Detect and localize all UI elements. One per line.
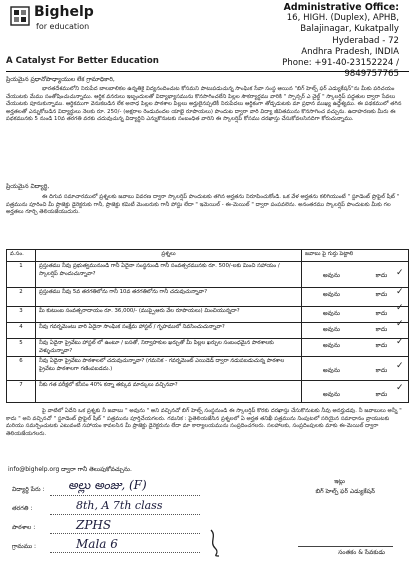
- logo-subtitle: for education: [36, 22, 90, 31]
- salutation-student: ప్రియమైన విద్యార్థి,: [6, 183, 50, 190]
- no-option[interactable]: కాదు: [375, 272, 388, 279]
- village-label: గ్రామము :: [12, 543, 37, 550]
- school-label: పాఠశాల :: [12, 524, 36, 531]
- village-handwritten: Mala 6: [76, 537, 118, 551]
- column-header-answer: జవాబు పై గుర్తు పెట్టాలి: [302, 250, 409, 262]
- yes-option[interactable]: అవును: [322, 342, 340, 349]
- column-header-question: ప్రశ్నలు: [36, 250, 302, 262]
- table-row: [7, 288, 409, 307]
- table-row: [7, 339, 409, 357]
- no-option[interactable]: కాదు: [375, 391, 388, 399]
- sign-off: ఇట్లు: [334, 478, 345, 485]
- checkmark-icon: ✓: [396, 383, 404, 393]
- no-option[interactable]: కాదు: [375, 291, 388, 298]
- checkmark-icon: ✓: [396, 268, 404, 278]
- yes-option[interactable]: అవును: [322, 391, 340, 399]
- village-line[interactable]: [50, 552, 200, 553]
- student-name-label: విద్యార్థి పేరు :: [12, 486, 45, 493]
- school-line[interactable]: [50, 533, 200, 534]
- no-option[interactable]: కాదు: [375, 367, 388, 375]
- yes-option[interactable]: అవును: [322, 272, 340, 279]
- yes-option[interactable]: అవును: [322, 291, 340, 298]
- tagline: A Catalyst For Better Education: [6, 56, 159, 66]
- student-name-line[interactable]: [50, 495, 200, 496]
- row-number: 6: [7, 357, 36, 381]
- student-name-handwritten: అల్లు అంజు, (F): [68, 478, 147, 492]
- yes-option[interactable]: అవును: [322, 367, 340, 375]
- row-number: 2: [7, 288, 36, 307]
- eligibility-table: [6, 249, 409, 403]
- row-number: 5: [7, 339, 36, 357]
- table-row: [7, 381, 409, 403]
- class-line[interactable]: [50, 514, 200, 515]
- bighelp-logo-icon: [10, 6, 30, 26]
- table-row: [7, 307, 409, 323]
- eligibility-note: పై వాటిలో ఏదేని ఒక ప్రశ్నకు నీ జవాబు " అవును " అని వచ్చినచో బిగ్ హెల్ప్ సంస్థనుండి ఈ స్కాలర్షిప్ కొరకు దరఖాస్తు చేసుకొనుటకు నీవు అనర్హుడవు. నీ జవాబులు అన్నీ " కాదు " అని వచ్చినచో " స్టూడెంట్ ప్రొఫైల్ షీట్ " పత్రమును పూర్తిచేయగలరు. గమనిక : పైతెలియజేసిన ప్రశ్నలలో ఏ అర్హత తనిఖీ పత్రమును నింపుటలో సరియైన సమాధానం వ్రాయుటకు మరియు సమర్పించుటకు ఎటువంటి సహాయం కావలసిన మీ ప్రాజెక్టు డైరెక్టరును లేదా మా కార్యాలయమును సంప్రదించగలరు. సలహాలకు, సంప్రదింపులకు మాకు ఈ-మెయిల్ ద్వారా తెలియజేయగలరు.: [6, 408, 402, 437]
- checkmark-icon: ✓: [396, 319, 404, 329]
- row-number: 3: [7, 307, 36, 323]
- question-text: నీవు ఏదైనా ప్రైవేటు హాస్టల్ లో ఉంటూ / బసతో, నిర్వాహకుల ఖర్చుతో మీ పిల్లల ఖర్చుల సంబంధమైన పాఠశాలకు వెళ్ళుచున్నావా?: [36, 339, 302, 357]
- address-line: Balajinagar, Kukatpally: [300, 24, 399, 35]
- no-option[interactable]: కాదు: [375, 342, 388, 349]
- phone-number: Phone: +91-40-23152224 / 9849757765: [282, 58, 399, 80]
- table-row: [7, 323, 409, 339]
- question-text: ప్రస్తుతము నీవు 5వ తరగతిలోను గానీ 10వ తరగతిలోను గానీ చదువుచున్నావా?: [36, 288, 302, 307]
- row-number: 7: [7, 381, 36, 403]
- intro-paragraph: భారతదేశములోని నిరుపేద బాలబాలికల ఉన్నతికై విద్యనందించుట కోసమని పాటుపడుచున్న సాంఘిక సేవా సంస్థ ఆయిన "బిగ్ హెల్ప్ ఫర్ ఎడ్యుకేషన్"ను మీకు పరిచయం చేయుటకు మేము సంతోషించుచున్నాము. ఆర్థిక వనరులు ఇబ్బందులతో విద్యాభ్యాసమును కొనసాగించలేని పిల్లల సౌకర్యార్థము వారికి " స్పాన్సర్ ఎ చైల్డ్ " స్కాలర్షిప్ పద్ధతుల ద్వారా సేవలు చేయుటకు పూనుకున్నాము. ఆర్థికముగా వెనుకబడిన లేక అనాధ పిల్లల పాఠశాల పిల్లలు అర్హులైనప్పటికీ నిరుపేదలు ఆర్థికంగా తోడ్పడుటకు మా ప్రధాన ముఖ్య ఉద్దేశ్యము. ఈ పథకములో తగిన అర్హతలతో ఎన్నుకోబడిన విద్యార్థులు నెలకు రూ. 250/- (అక్షరాల రెండువందల యాభై రూపాయలు) పొందుట ద్వారా వారి విద్యా జీవితమును కొనసాగించ వచ్చును. ఉదాహరణకు మీరు ఈ పథకమునకు 5 నుండి 10వ తరగతి వరకు చదువుచున్న విద్యార్థిని ఎన్నుకొనుటకు సంబంధిత వారిని ఈ స్కాలర్షిప్ కోసము దరఖాస్తు చేసుకోవలసినదిగా కోరుచున్నాము.: [6, 86, 402, 123]
- no-option[interactable]: కాదు: [375, 310, 388, 317]
- no-option[interactable]: కాదు: [375, 326, 388, 333]
- organization-name: బిగ్ హెల్ప్ ఫర్ ఎడ్యుకేషన్: [315, 488, 375, 495]
- admin-address: [229, 2, 399, 80]
- salutation-headmaster: ప్రియమైన ప్రధానోపాధ్యాయుల లేక గ్రామాధికారి,: [6, 76, 115, 83]
- contact-email[interactable]: info@bighelp.org ద్వారా గానీ తెలుపుకోవచ్చును.: [8, 466, 132, 473]
- school-handwritten: ZPHS: [76, 518, 112, 532]
- class-handwritten: 8th, A 7th class: [76, 499, 163, 512]
- address-line: Hyderabad - 72: [332, 35, 399, 46]
- table-header-row: [7, 250, 409, 262]
- question-text: నీవు గవర్నమెంటు వారి ఏదైనా సాంఘిక సంక్షేమ హాస్టల్ / గృహములో నివసించుచున్నావా?: [36, 323, 302, 339]
- question-text: ప్రస్తుతము నీవు ప్రభుత్వమునుండి గానీ ఏదైనా సంస్థనుండి గానీ సంవత్సరమునకు రూ. 500/-లకు మించి సహాయం / స్కాలర్షిప్ పొందుచున్నావా?: [36, 262, 302, 288]
- column-header-number: వ.సం.: [7, 250, 36, 262]
- table-row: [7, 357, 409, 381]
- checkmark-icon: ✓: [396, 303, 404, 313]
- question-text: నీకు గత పరీక్షలో కనీసం 40% కన్నా తక్కువ మార్కులు వచ్చినవా?: [36, 381, 302, 403]
- question-text: మీ కుటుంబ సంవత్సరాదాయం రూ. 36,000/- (ముప్పైఆరు వేల రూపాయలు) మించియున్నదా?: [36, 307, 302, 323]
- row-number: 1: [7, 262, 36, 288]
- header-divider: [6, 71, 409, 72]
- yes-option[interactable]: అవును: [322, 326, 340, 333]
- table-row: [7, 262, 409, 288]
- question-text: నీవు ఏదైనా ప్రైవేటు పాఠశాలలో చదువుచున్నావా? (గమనిక - గవర్నమెంట్ ఎయిడెడ్ ద్వారా నడుపబడుచున్న పాఠశాల ప్రైవేటు పాఠశాలగా గణింపబడదు.): [36, 357, 302, 381]
- checkmark-icon: ✓: [396, 337, 404, 347]
- instructions-paragraph: ఈ దిగువ సమాచారములో ప్రశ్నలకు జవాబు వివరణ ద్వారా స్కాలర్షిప్ పొందుటకు తగిన అర్హతను నిరూపించుకోండి. ఒక వేళ అర్హతను కలిగియుంటే " స్టూడెంట్ ప్రొఫైల్ షీట్ " పత్రమును పూరించి మీ ప్రాజెక్టు డైరెక్టరుకు గానీ, ప్రాజెక్టు కమిటీ మెంబరుకు గానీ పోస్టు లేదా " ఇమెయిల్ - ఈ-మెయిల్ " ద్వారా పంపవలెను. అనంతరము స్కాలర్షిప్ పొందుటకు మీకు గల అర్హతలు గూర్చి తెలియజేయుదురు.: [6, 194, 400, 216]
- checkmark-icon: ✓: [396, 287, 404, 297]
- checkmark-icon: ✓: [396, 361, 404, 371]
- class-label: తరగతి :: [12, 505, 33, 512]
- address-line: Andhra Pradesh, INDIA: [301, 46, 399, 57]
- signature-line[interactable]: [298, 546, 393, 547]
- signature-mark-icon: [205, 528, 225, 558]
- admin-title: Administrative Office:: [283, 2, 399, 13]
- row-number: 4: [7, 323, 36, 339]
- address-line: 16, HIGH. (Duplex), APHB,: [286, 13, 399, 24]
- yes-option[interactable]: అవును: [322, 310, 340, 317]
- logo-name: Bighelp: [34, 4, 94, 20]
- signature-caption: సంతకం & సేవకుడు: [338, 549, 385, 556]
